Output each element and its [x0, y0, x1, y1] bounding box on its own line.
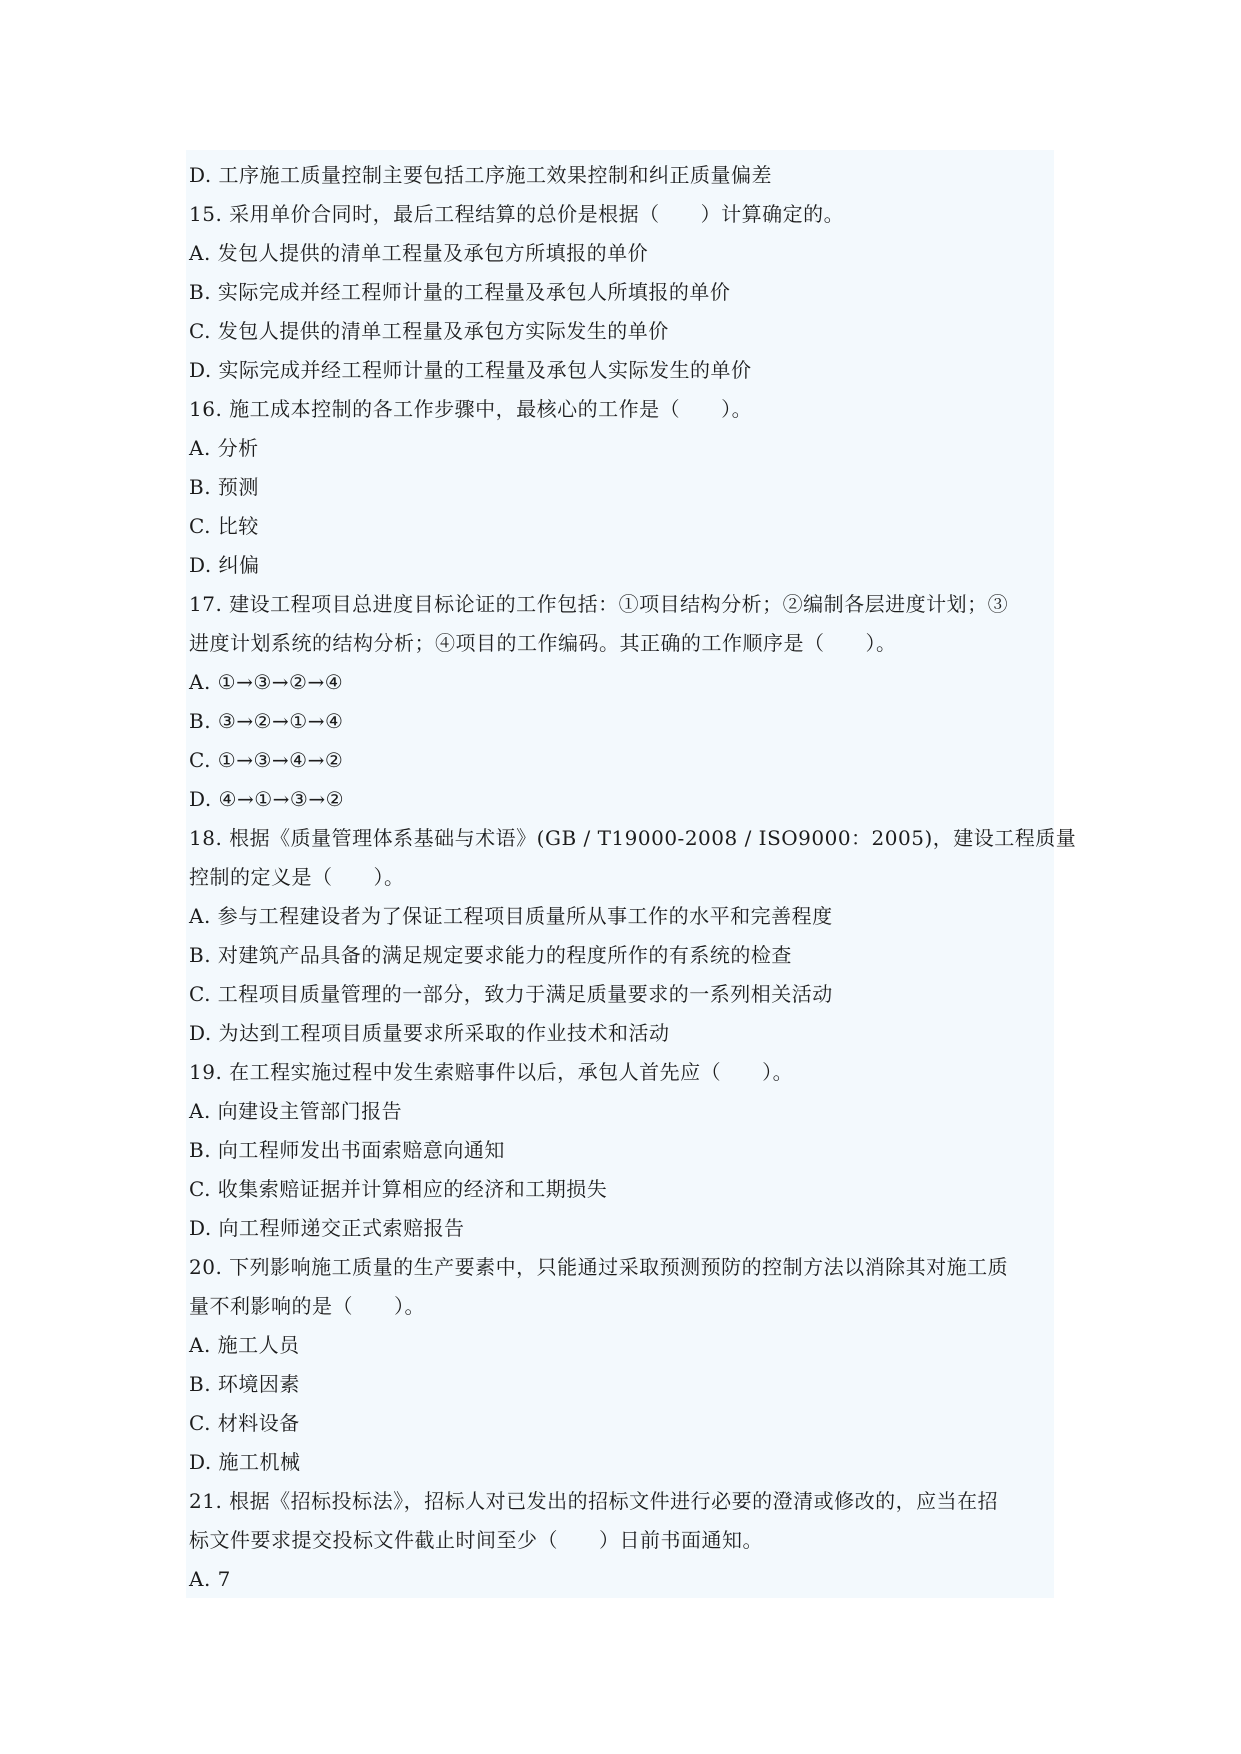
text-line: B. 对建筑产品具备的满足规定要求能力的程度所作的有系统的检查 — [189, 943, 792, 967]
text-line: B. 实际完成并经工程师计量的工程量及承包人所填报的单价 — [189, 280, 731, 304]
text-line: 20. 下列影响施工质量的生产要素中，只能通过采取预测预防的控制方法以消除其对施工质 — [189, 1255, 1009, 1279]
text-line: D. 为达到工程项目质量要求所采取的作业技术和活动 — [189, 1021, 670, 1045]
text-line: 进度计划系统的结构分析；④项目的工作编码。其正确的工作顺序是（ ）。 — [189, 631, 897, 655]
text-line: C. ①→③→④→② — [189, 748, 344, 772]
text-line: 19. 在工程实施过程中发生索赔事件以后，承包人首先应（ ）。 — [189, 1060, 794, 1084]
text-line: C. 收集索赔证据并计算相应的经济和工期损失 — [189, 1177, 608, 1201]
text-line: D. ④→①→③→② — [189, 787, 345, 811]
text-line: A. 参与工程建设者为了保证工程项目质量所从事工作的水平和完善程度 — [189, 904, 833, 928]
text-line: C. 材料设备 — [189, 1411, 300, 1435]
text-line: A. 分析 — [189, 436, 259, 460]
text-line: C. 比较 — [189, 514, 259, 538]
text-line: D. 工序施工质量控制主要包括工序施工效果控制和纠正质量偏差 — [189, 163, 773, 187]
exam-question-text — [189, 156, 1077, 1599]
text-line: B. 向工程师发出书面索赔意向通知 — [189, 1138, 505, 1162]
text-line: C. 发包人提供的清单工程量及承包方实际发生的单价 — [189, 319, 669, 343]
text-line: D. 纠偏 — [189, 553, 260, 577]
text-line: B. 预测 — [189, 475, 259, 499]
text-line: A. 发包人提供的清单工程量及承包方所填报的单价 — [189, 241, 649, 265]
text-line: A. 施工人员 — [189, 1333, 300, 1357]
text-line: D. 向工程师递交正式索赔报告 — [189, 1216, 465, 1240]
text-line: D. 施工机械 — [189, 1450, 301, 1474]
text-line: A. ①→③→②→④ — [189, 670, 344, 694]
text-line: 18. 根据《质量管理体系基础与术语》(GB / T19000-2008 / ISO9000：2005)，建设工程质量 — [189, 826, 1077, 850]
text-line: B. 环境因素 — [189, 1372, 300, 1396]
text-line: A. 7 — [189, 1567, 231, 1591]
text-line: 标文件要求提交投标文件截止时间至少（ ）日前书面通知。 — [189, 1528, 763, 1552]
text-line: 16. 施工成本控制的各工作步骤中，最核心的工作是（ ）。 — [189, 397, 753, 421]
text-line: B. ③→②→①→④ — [189, 709, 344, 733]
text-line: A. 向建设主管部门报告 — [189, 1099, 403, 1123]
text-line: C. 工程项目质量管理的一部分，致力于满足质量要求的一系列相关活动 — [189, 982, 833, 1006]
text-line: 15. 采用单价合同时，最后工程结算的总价是根据（ ）计算确定的。 — [189, 202, 845, 226]
text-line: 21. 根据《招标投标法》，招标人对已发出的招标文件进行必要的澄清或修改的，应当在招 — [189, 1489, 999, 1513]
text-line: 量不利影响的是（ ）。 — [189, 1294, 425, 1318]
text-line: 17. 建设工程项目总进度目标论证的工作包括：①项目结构分析；②编制各层进度计划；③ — [189, 592, 1009, 616]
text-line: 控制的定义是（ ）。 — [189, 865, 405, 889]
text-line: D. 实际完成并经工程师计量的工程量及承包人实际发生的单价 — [189, 358, 752, 382]
